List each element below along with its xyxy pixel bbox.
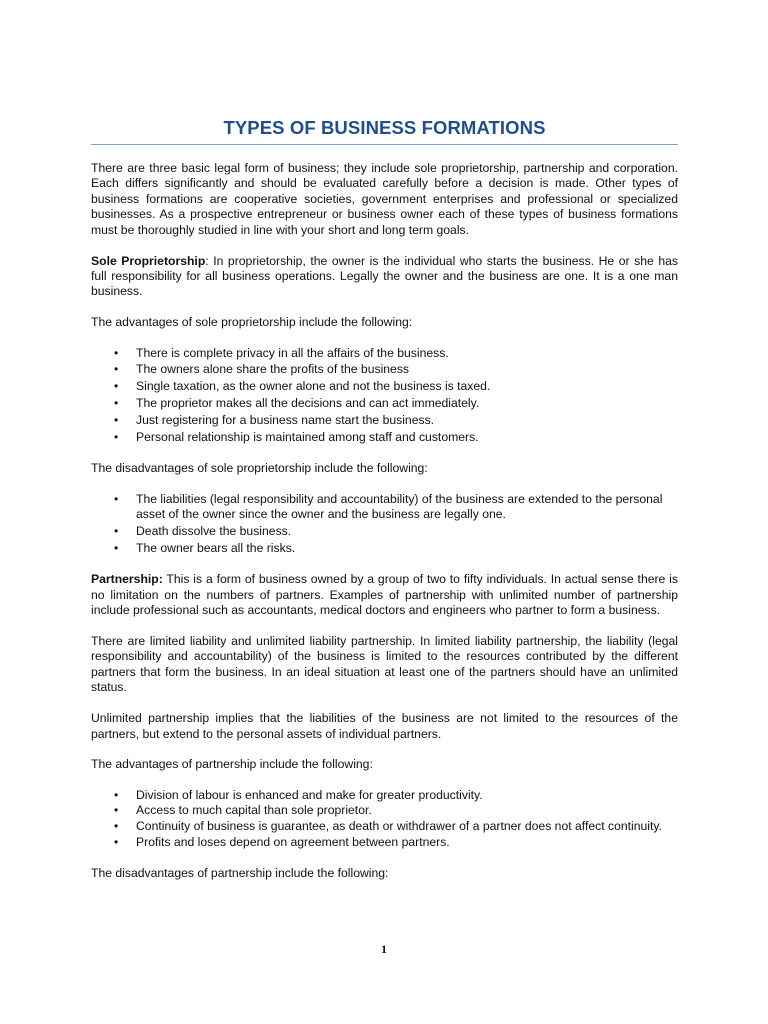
bullet: • [114, 787, 119, 802]
sole-proprietorship-paragraph [91, 254, 678, 300]
list-item: • Division of labour is enhanced and make for greater productivity. [114, 787, 483, 802]
document-page [91, 116, 678, 897]
bullet: • [114, 379, 119, 394]
sole-proprietorship-definition: : In proprietorship, the owner is the individual who starts the business. He or she has full responsibility for all business operations. Legally the owner and the business are one. It is a one man business. [91, 253, 678, 299]
bullet: • [114, 345, 119, 360]
bullet: • [114, 429, 119, 444]
sole-proprietorship-heading: Sole Proprietorship [91, 253, 206, 268]
bullet: • [114, 362, 119, 377]
sole-advantages-list [91, 346, 678, 446]
partnership-advantages-intro: The advantages of partnership include the following: [91, 757, 373, 772]
document-title: TYPES OF BUSINESS FORMATIONS [223, 117, 546, 138]
list-item: • Death dissolve the business. [114, 523, 292, 538]
sole-disadvantages-list [91, 492, 678, 557]
list-item: • Access to much capital than sole proprietor. [114, 803, 372, 818]
bullet: • [114, 819, 119, 834]
bullet: • [114, 803, 119, 818]
page-number: 1 [381, 942, 387, 956]
sole-advantages-intro: The advantages of sole proprietorship include the following: [91, 315, 413, 330]
sole-disadvantages-intro: The disadvantages of sole proprietorship include the following: [91, 461, 428, 476]
partnership-paragraph [91, 572, 678, 618]
bullet: • [114, 834, 119, 849]
list-item: • The proprietor makes all the decisions and can act immediately. [114, 396, 480, 410]
list-item: • There is complete privacy in all the affairs of the business. [114, 345, 449, 360]
bullet: • [114, 523, 119, 538]
partnership-heading: Partnership: [91, 572, 163, 587]
list-item: • Personal relationship is maintained among staff and customers. [114, 429, 479, 444]
list-item: • Continuity of business is guarantee, as death or withdrawer of a partner does not affect continuity. [114, 819, 662, 834]
limited-liability-paragraph: There are limited liability and unlimited liability partnership. In limited liability partnership, the liability (legal responsibility and accountability) of the business is limited to the resources contributed by the different partners that form the business. In an ideal situation at least one of the partners should have an unlimited status. [91, 634, 678, 695]
partnership-disadvantages-intro: The disadvantages of partnership include the following: [91, 866, 389, 881]
partnership-advantages-list [91, 788, 678, 850]
intro-paragraph: There are three basic legal form of business; they include sole proprietorship, partnership and corporation. Each differs significantly and should be evaluated carefully before a decision is made. Other types of business formations are cooperative societies, government enterprises and professional or specialized businesses. As a prospective entrepreneur or business owner each of these types of business formations must be thoroughly studied in line with your short and long term goals. [91, 161, 678, 237]
list-item: • The liabilities (legal responsibility and accountability) of the business are extended to the personal asset of the owner since the owner and the business are legally one. [114, 491, 663, 522]
bullet: • [114, 540, 119, 555]
list-item: • The owners alone share the profits of the business [114, 362, 410, 377]
title-divider [91, 144, 678, 145]
list-item: • Profits and loses depend on agreement between partners. [114, 834, 450, 849]
bullet: • [114, 412, 119, 427]
bullet: • [114, 396, 119, 410]
list-item: • Single taxation, as the owner alone and not the business is taxed. [114, 379, 491, 394]
partnership-definition: This is a form of business owned by a group of two to fifty individuals. In actual sense there is no limitation on the numbers of partners. Examples of partnership with unlimited number of partnership include professional such as accountants, medical doctors and engineers who partner to form a business. [91, 572, 678, 618]
bullet: • [114, 491, 119, 506]
unlimited-partnership-paragraph: Unlimited partnership implies that the liabilities of the business are not limited to the resources of the partners, but extend to the personal assets of individual partners. [91, 711, 678, 741]
list-item: • Just registering for a business name start the business. [114, 412, 435, 427]
list-item: • The owner bears all the risks. [114, 540, 296, 555]
